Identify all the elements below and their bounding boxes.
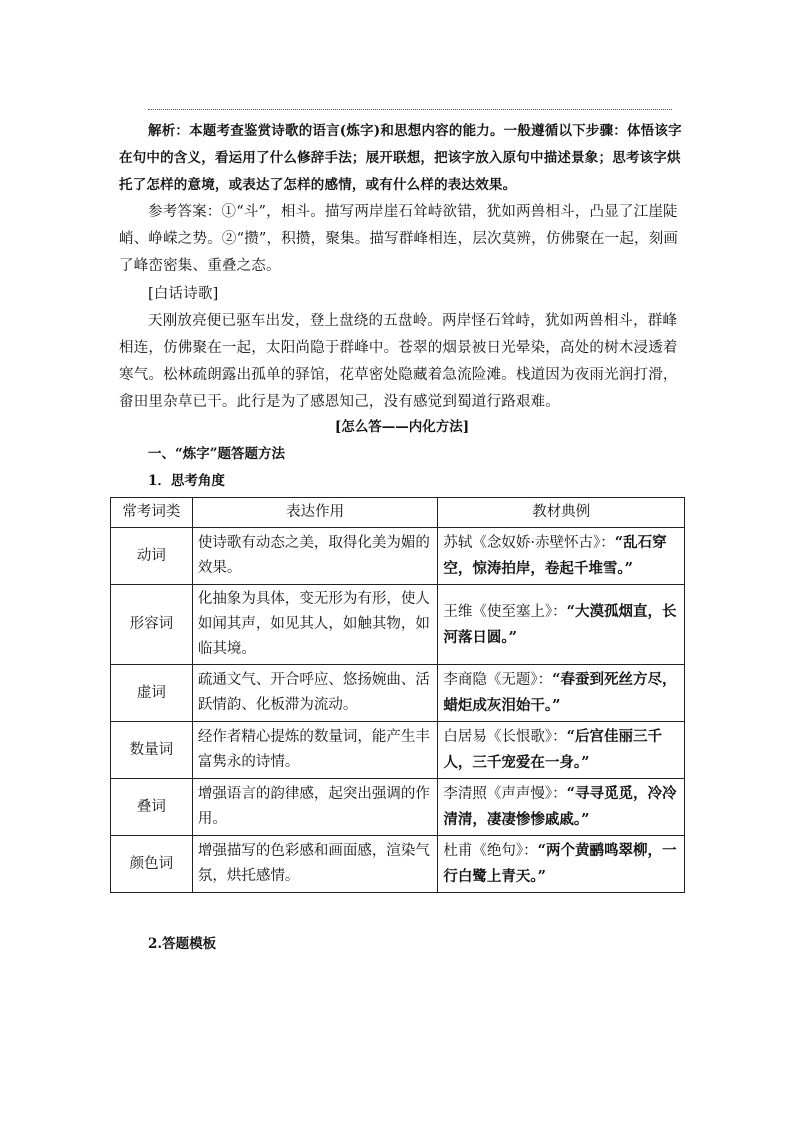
- example-quote: “寻寻觅觅，冷冷清清，凄凄惨惨戚戚。”: [443, 785, 677, 828]
- analysis-paragraph: [119, 118, 685, 199]
- cell-example: [438, 779, 685, 836]
- cell-example: [438, 836, 685, 893]
- subsection-heading-2: 2.答题模板: [148, 936, 217, 952]
- cell-function: 疏通文气、开合呼应、悠扬婉曲、活跃情韵、化板滞为流动。: [192, 665, 438, 722]
- header-example: 教材典例: [438, 498, 685, 528]
- analysis-label: 解析：: [148, 123, 190, 139]
- analysis-text: 本题考查鉴赏诗歌的语言(炼字)和思想内容的能力。一般遵循以下步骤：体悟该字在句中的含义，看运用了什么修辞手法；展开联想，把该字放入原句中描述景象；思考该字烘托了怎样的意境，或表达了怎样的感情，或有什么样的表达效果。: [119, 123, 682, 193]
- cell-function: 增强描写的色彩感和画面感，渲染气氛，烘托感情。: [192, 836, 438, 893]
- example-quote: “后宫佳丽三千人，三千宠爱在一身。”: [443, 728, 662, 771]
- cell-example: [438, 585, 685, 665]
- cell-example: [438, 665, 685, 722]
- table-header-row: [111, 498, 685, 528]
- cell-function: 使诗歌有动态之美，取得化美为媚的效果。: [192, 528, 438, 585]
- answer-label: 参考答案：: [148, 204, 222, 220]
- cell-category: 数量词: [111, 722, 193, 779]
- answer-paragraph: [119, 199, 685, 280]
- table-row: [111, 722, 685, 779]
- dotted-divider: [148, 109, 672, 110]
- cell-example: [438, 722, 685, 779]
- table-row: [111, 779, 685, 836]
- word-type-table: [110, 497, 685, 893]
- header-category: 常考词类: [111, 498, 193, 528]
- example-quote: “大漠孤烟直，长河落日圆。”: [443, 602, 677, 646]
- vernacular-section: [119, 281, 685, 416]
- header-function: 表达作用: [192, 498, 438, 528]
- cell-category: 动词: [111, 528, 193, 585]
- section-heading-1: 一、“炼字”题答题方法: [148, 446, 286, 462]
- example-source: 杜甫《绝句》：: [443, 843, 538, 859]
- cell-category: 形容词: [111, 585, 193, 665]
- example-source: 王维《使至塞上》：: [443, 603, 567, 620]
- example-source: 白居易《长恨歌》：: [443, 729, 567, 745]
- table-row: [111, 836, 685, 893]
- cell-category: 虚词: [111, 665, 193, 722]
- cell-category: 颜色词: [111, 836, 193, 893]
- example-source: 苏轼《念奴娇·赤壁怀古》：: [443, 535, 615, 551]
- cell-function: 化抽象为具体，变无形为有形，使人如闻其声，如见其人，如触其物，如临其境。: [192, 585, 438, 665]
- example-quote: “春蚕到死丝方尽，蜡炬成灰泪始干。”: [443, 671, 677, 714]
- example-quote: “乱石穿空，惊涛拍岸，卷起千堆雪。”: [443, 534, 667, 577]
- example-source: 李清照《声声慢》：: [443, 786, 567, 802]
- cell-category: 叠词: [111, 779, 193, 836]
- subsection-heading-1: 1．思考角度: [148, 473, 225, 489]
- table-row: [111, 585, 685, 665]
- cell-function: 增强语言的韵律感，起突出强调的作用。: [192, 779, 438, 836]
- cell-function: 经作者精心提炼的数量词，能产生丰富隽永的诗情。: [192, 722, 438, 779]
- vernacular-label: [白话诗歌]: [148, 286, 219, 302]
- answer-text: ①“斗”，相斗。描写两岸崖石耸峙欲错，犹如两兽相斗，凸显了江崖陡峭、峥嵘之势。②“攒”，积攒，聚集。描写群峰相连，层次莫辨，仿佛聚在一起，刻画了峰峦密集、重叠之态。: [119, 204, 679, 274]
- table-row: [111, 528, 685, 585]
- example-quote: “两个黄鹂鸣翠柳，一行白鹭上青天。”: [443, 842, 677, 885]
- cell-example: [438, 528, 685, 585]
- method-title: [怎么答——内化方法]: [334, 419, 470, 435]
- vernacular-text: 天刚放亮便已驱车出发，登上盘绕的五盘岭。两岸怪石耸峙，犹如两兽相斗，群峰相连，仿佛聚在一起，太阳尚隐于群峰中。苍翠的烟景被日光晕染，高处的树木浸透着寒气。松林疏朗露出孤单的驿馆，花草密处隐藏着急流险滩。栈道因为夜雨光润打滑，畲田里杂草已干。此行是为了感恩知己，没有感觉到蜀道行路艰难。: [119, 313, 678, 410]
- example-source: 李商隐《无题》：: [443, 672, 553, 688]
- table-row: [111, 665, 685, 722]
